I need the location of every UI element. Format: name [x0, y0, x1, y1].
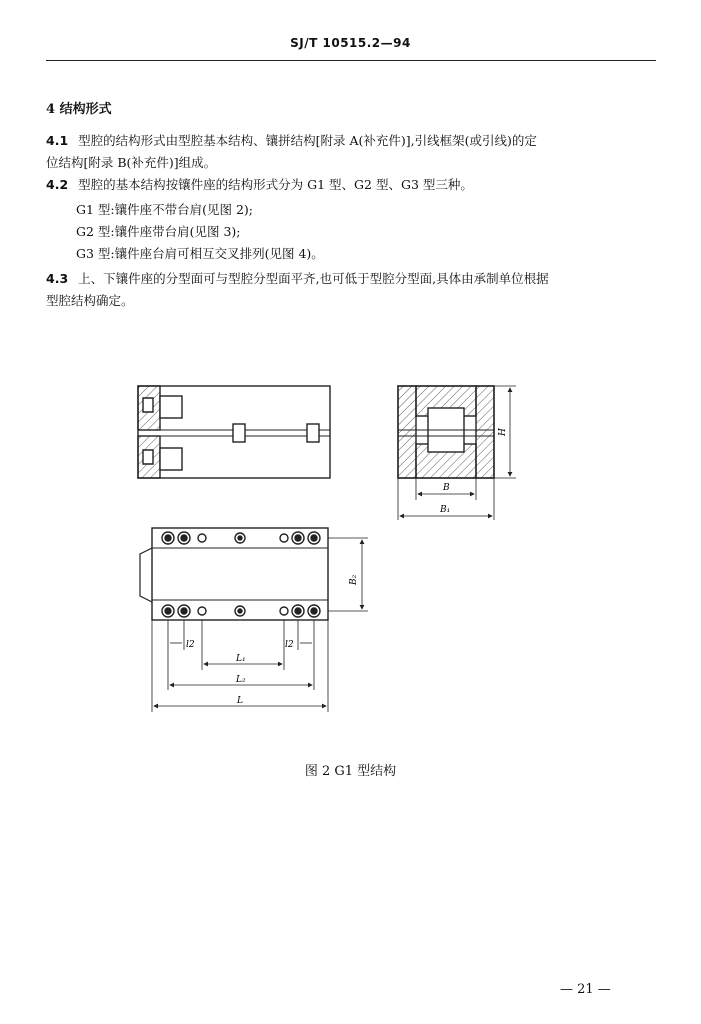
plan-view: [140, 528, 368, 712]
dim-label-h: H: [498, 428, 508, 436]
g1-definition: G1 型:镶件座不带台肩(见图 2);: [76, 202, 254, 217]
clause-number: 4.3: [46, 271, 69, 286]
dim-label-l1: L₁: [236, 654, 246, 664]
front-view: [138, 386, 330, 478]
clause-number: 4.2: [46, 177, 69, 192]
dim-label-b1: B₁: [440, 505, 451, 515]
figure-caption: 图 2 G1 型结构: [304, 764, 397, 779]
dim-label-l2: L₂: [236, 675, 246, 685]
paragraph-4-1-cont: 位结构[附录 B(补充件)]组成。: [46, 155, 217, 170]
side-view: [398, 386, 516, 520]
page-number: — 21 —: [560, 982, 611, 997]
paragraph-text: 型腔的基本结构按镶件座的结构形式分为 G1 型、G2 型、G3 型三种。: [78, 177, 473, 192]
dim-label-b: B: [443, 483, 450, 493]
g2-definition: G2 型:镶件座带台肩(见图 3);: [76, 224, 241, 239]
section-title: 4 结构形式: [46, 102, 112, 117]
dim-label-l: L: [237, 696, 243, 706]
guide-pin-center: [233, 424, 245, 442]
dim-label-l2-right: l2: [285, 640, 294, 650]
dim-label-b2: B₂: [349, 574, 359, 585]
standard-header: SJ/T 10515.2—94: [290, 36, 411, 50]
guide-pin-right: [307, 424, 319, 442]
clause-number: 4.1: [46, 133, 69, 148]
dim-label-l2-left: l2: [186, 640, 195, 650]
g3-definition: G3 型:镶件座台肩可相互交叉排列(见图 4)。: [76, 246, 324, 261]
paragraph-4-3-cont: 型腔结构确定。: [46, 293, 134, 308]
paragraph-text: 上、下镶件座的分型面可与型腔分型面平齐,也可低于型腔分型面,具体由承制单位根据: [78, 271, 549, 286]
paragraph-text: 型腔的结构形式由型腔基本结构、镶拼结构[附录 A(补充件)],引线框架(或引线)的定: [78, 133, 537, 148]
